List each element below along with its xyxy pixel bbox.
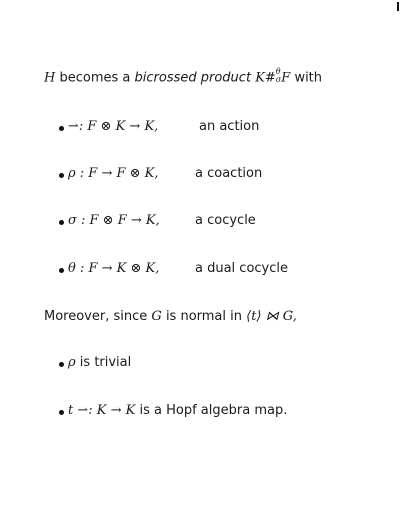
- intro-product-scripts: [276, 68, 281, 84]
- moreover-g: G: [151, 309, 162, 324]
- structure-cocycle-desc: a cocycle: [195, 213, 256, 228]
- moreover-relation: ⟨t⟩ ⋈ G,: [246, 309, 297, 324]
- structure-dual-cocycle-desc: a dual cocycle: [195, 261, 288, 276]
- moreover-line: [44, 309, 297, 325]
- intro-subject: H: [44, 70, 56, 86]
- page-edge-mark: [397, 2, 399, 11]
- intro-with: with: [294, 70, 323, 86]
- consequence-rho: [68, 355, 131, 371]
- consequence-map-math: t ⇀: K → K: [68, 403, 136, 418]
- consequence-map: [68, 403, 287, 419]
- moreover-mid: is normal in: [165, 309, 242, 324]
- moreover-prefix: Moreover, since: [44, 309, 148, 324]
- intro-product-k: K#: [255, 70, 276, 86]
- consequence-map-text: is a Hopf algebra map.: [139, 403, 288, 418]
- bullet-rho-trivial: [59, 362, 64, 367]
- consequence-rho-text: is trivial: [79, 355, 132, 370]
- bullet-dual-cocycle: [59, 268, 64, 273]
- intro-term: bicrossed product: [134, 70, 252, 86]
- intro-product-sup: θ: [275, 67, 281, 76]
- bullet-hopf-map: [59, 410, 64, 415]
- structure-cocycle-math: σ : F ⊗ F → K,: [68, 213, 160, 228]
- bullet-cocycle: [59, 220, 64, 225]
- bullet-action: [59, 126, 64, 131]
- consequence-rho-symbol: ρ: [68, 355, 76, 370]
- bullet-coaction: [59, 173, 64, 178]
- structure-coaction-desc: a coaction: [195, 166, 263, 181]
- structure-dual-cocycle-math: θ : F → K ⊗ K,: [68, 261, 160, 276]
- intro-product-sub: σ: [275, 75, 282, 84]
- intro-product-f: F: [281, 70, 291, 86]
- structure-action-desc: an action: [199, 119, 260, 134]
- intro-becomes: becomes a: [59, 70, 131, 86]
- structure-coaction-math: ρ : F → F ⊗ K,: [68, 166, 159, 181]
- structure-action-math: ⇀: F ⊗ K → K,: [68, 119, 159, 134]
- intro-line: [44, 67, 323, 87]
